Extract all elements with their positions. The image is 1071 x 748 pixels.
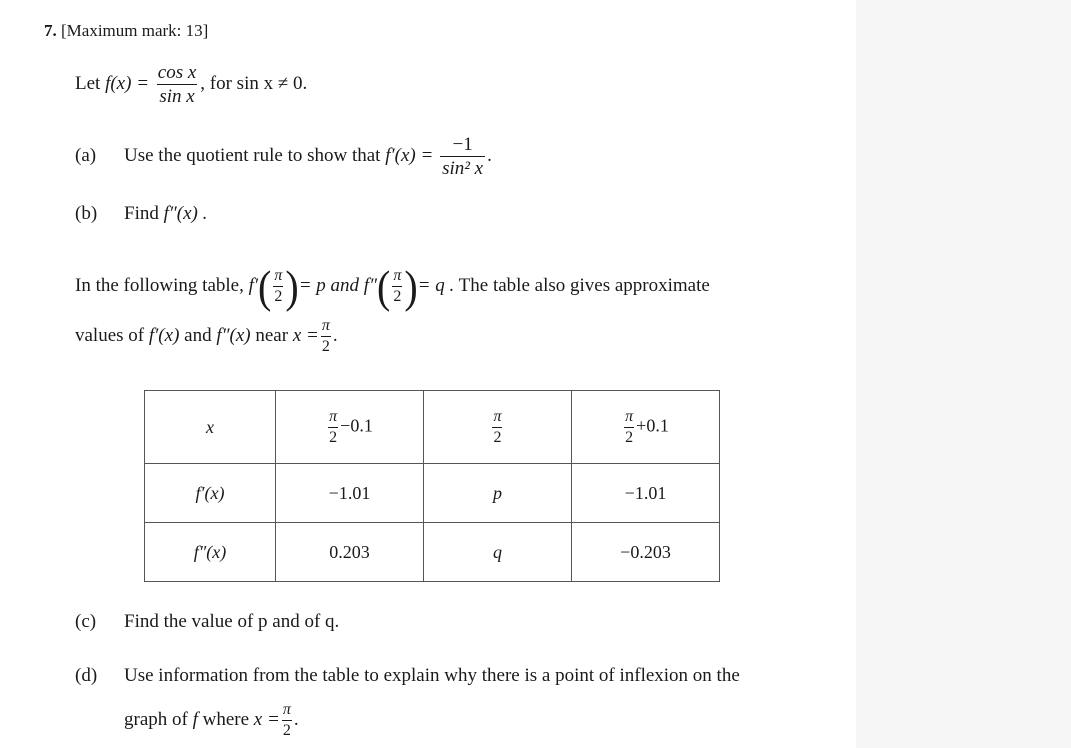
part-d-f: f xyxy=(192,708,198,730)
table-intro-end: The table also gives approximate xyxy=(458,275,710,296)
part-b-expression: f″(x) . xyxy=(163,203,208,224)
table-intro-line2 xyxy=(75,318,338,355)
table-cell: q xyxy=(424,523,572,582)
max-mark: [Maximum mark: 13] xyxy=(61,21,209,40)
part-a-label: (a) xyxy=(75,145,97,166)
table-intro-and: and xyxy=(184,324,212,346)
values-table xyxy=(144,390,720,582)
part-d-line2 xyxy=(124,702,299,739)
table-intro-eq-p: = p and xyxy=(298,275,360,296)
table-intro-fdouble: f″ xyxy=(363,275,377,296)
part-d-graph-of: graph of xyxy=(124,708,188,730)
intro-numerator: cos x xyxy=(157,62,197,83)
table-cell: −1.01 xyxy=(276,464,424,523)
part-a-denominator: sin² x xyxy=(442,158,484,179)
table-intro-line1: In the following table, f′( $\frac{\pi}{2}$ )= p and f″( $\frac{\pi}{2}$ )= q . The table also gives approximate xyxy=(75,260,710,312)
intro-fraction xyxy=(156,63,199,106)
table-row xyxy=(145,464,720,523)
part-b-text xyxy=(124,203,207,225)
table-intro-period: . xyxy=(332,324,338,346)
table-intro-fp: f′(x) xyxy=(148,324,180,346)
table-intro-pi-over-2-b: $\frac{\pi}{2}$ xyxy=(393,267,402,306)
part-a-fraction xyxy=(440,135,485,178)
intro-let: Let xyxy=(75,72,101,94)
part-d-x: x = xyxy=(253,708,280,730)
question-number: 7. xyxy=(44,21,57,40)
part-d-where: where xyxy=(202,708,250,730)
part-c-label: (c) xyxy=(75,611,97,632)
intro-denominator: sin x xyxy=(159,86,195,107)
part-c-text: Find the value of p and of q. xyxy=(124,611,340,632)
table-intro-fpp: f″(x) xyxy=(216,324,251,346)
header-pi-over-2-minus: $\frac{\pi}{2}$ −0.1 xyxy=(276,391,424,464)
part-a-text xyxy=(124,135,492,178)
intro-line xyxy=(75,63,307,106)
table-intro-fprime: f′ xyxy=(248,275,259,296)
part-b-label: (b) xyxy=(75,203,98,224)
row-label: f′(x) xyxy=(145,464,276,523)
table-header-row xyxy=(145,391,720,464)
header-pi-over-2: $\frac{\pi}{2}$ xyxy=(424,391,572,464)
part-a-end: . xyxy=(487,144,492,166)
table-intro-near: near xyxy=(255,324,289,346)
table-intro-pi-over-2-c: $\frac{\pi}{2}$ xyxy=(321,317,330,355)
side-panel xyxy=(856,0,1071,748)
table-cell: −1.01 xyxy=(572,464,720,523)
table-intro-pi-over-2-a: $\frac{\pi}{2}$ xyxy=(274,267,283,306)
header-x: x xyxy=(145,391,276,464)
table-cell: −0.203 xyxy=(572,523,720,582)
intro-condition: , for sin x ≠ 0. xyxy=(200,72,308,94)
row-label: f″(x) xyxy=(145,523,276,582)
table-cell: p xyxy=(424,464,572,523)
part-d-label: (d) xyxy=(75,665,98,686)
table-intro-start: In the following table, xyxy=(75,275,244,296)
header-pi-over-2-plus: $\frac{\pi}{2}$ +0.1 xyxy=(572,391,720,464)
table-intro-values-of: values of xyxy=(75,324,145,346)
part-a-numerator: −1 xyxy=(452,134,473,155)
table-intro-eq-q: = q . xyxy=(417,275,455,296)
part-a-fprime: f′(x) = xyxy=(385,144,434,166)
part-b-instruction: Find xyxy=(124,203,159,224)
question-header xyxy=(44,20,208,42)
part-d-pi-over-2: $\frac{\pi}{2}$ xyxy=(282,701,291,739)
part-d-line1: Use information from the table to explain why there is a point of inflexion on the xyxy=(124,665,740,686)
table-cell: 0.203 xyxy=(276,523,424,582)
part-d-period: . xyxy=(293,708,299,730)
intro-function: f(x) = xyxy=(105,72,150,94)
table-intro-x: x = xyxy=(292,324,319,346)
table-row xyxy=(145,523,720,582)
part-a-instruction: Use the quotient rule to show that xyxy=(124,144,381,166)
